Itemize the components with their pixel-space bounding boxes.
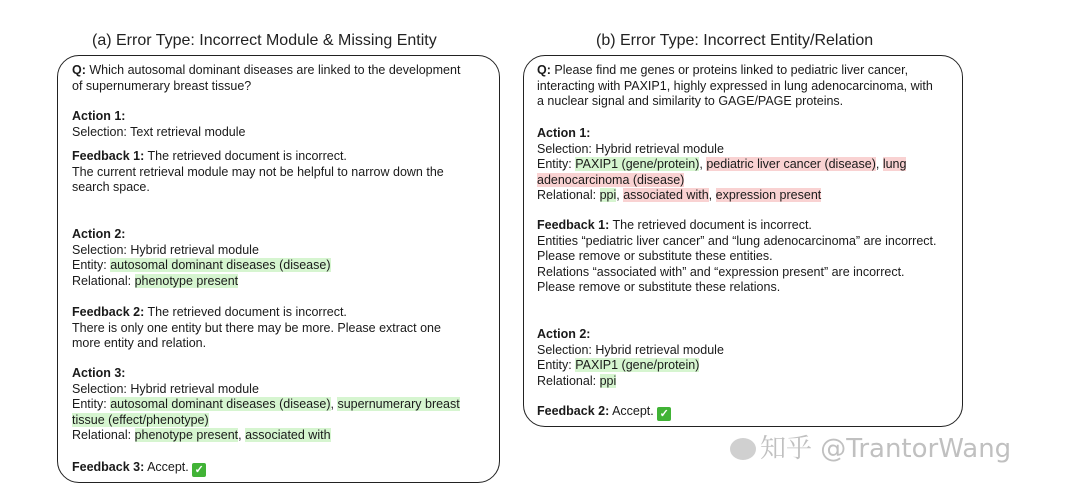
question-a xyxy=(72,63,489,94)
action-label: Action 3: xyxy=(72,366,126,380)
feedback-2 xyxy=(72,305,489,352)
feedback-text: There is only one entity but there may be more. Please extract one xyxy=(72,320,441,335)
check-icon: ✓ xyxy=(657,407,671,421)
watermark xyxy=(730,428,1011,465)
feedback-label: Feedback 1: xyxy=(72,149,145,163)
feedback-label: Feedback 2: xyxy=(72,305,145,319)
panel-a xyxy=(57,55,500,483)
question-text: Please find me genes or proteins linked to pediatric liver cancer, xyxy=(554,63,909,77)
entity-prefix: Entity: xyxy=(72,397,107,412)
zhihu-logo-icon xyxy=(730,438,756,460)
action-2 xyxy=(537,327,954,389)
feedback-text: Accept. xyxy=(612,404,654,418)
action-label: Action 1: xyxy=(72,109,126,123)
feedback-label: Feedback 3: xyxy=(72,460,145,474)
entity-prefix: Entity: xyxy=(72,258,107,273)
feedback-text: Accept. xyxy=(147,460,189,474)
selection-text: Selection: Text retrieval module xyxy=(72,124,246,139)
relation-highlight: phenotype present xyxy=(134,428,239,443)
relation-highlight-correct: ppi xyxy=(599,188,617,203)
selection-text: Selection: Hybrid retrieval module xyxy=(72,242,259,257)
panel-b-title: (b) Error Type: Incorrect Entity/Relation xyxy=(596,32,874,49)
action-1: Action 1: Selection: Hybrid retrieval module Entity: PAXIP1 (gene/protein), pediatric liver cancer (disease), lung adenocarcinoma (disease) Relational: ppi, associated with, expression present xyxy=(537,126,954,204)
panel-a-title: (a) Error Type: Incorrect Module & Missing Entity xyxy=(92,32,437,49)
feedback-text: The retrieved document is incorrect. xyxy=(612,218,812,232)
question-text: of supernumerary breast tissue? xyxy=(72,78,252,93)
feedback-1 xyxy=(537,218,954,296)
feedback-text: Entities “pediatric liver cancer” and “lung adenocarcinoma” are incorrect. xyxy=(537,233,937,248)
entity-prefix: Entity: xyxy=(537,358,572,373)
relational-prefix: Relational: xyxy=(72,428,132,443)
entity-highlight-correct: PAXIP1 (gene/protein) xyxy=(575,157,700,172)
entity-highlight: autosomal dominant diseases (disease) xyxy=(110,258,331,273)
q-label: Q: xyxy=(537,63,551,77)
relation-highlight: phenotype present xyxy=(134,273,239,288)
question-text: interacting with PAXIP1, highly expressed in lung adenocarcinoma, with xyxy=(537,78,933,93)
feedback-text: Please remove or substitute these entities. xyxy=(537,249,773,264)
relational-prefix: Relational: xyxy=(537,188,597,203)
relation-highlight-incorrect: associated with xyxy=(623,188,709,203)
check-icon: ✓ xyxy=(192,463,206,477)
selection-text: Selection: Hybrid retrieval module xyxy=(72,381,259,396)
relational-prefix: Relational: xyxy=(537,373,597,388)
watermark-text: 知乎 @TrantorWang xyxy=(760,434,1012,464)
feedback-text: more entity and relation. xyxy=(72,336,207,351)
q-label: Q: xyxy=(72,63,86,77)
entity-prefix: Entity: xyxy=(537,157,572,172)
selection-text: Selection: Hybrid retrieval module xyxy=(537,342,724,357)
entity-highlight-incorrect: lung xyxy=(882,157,907,172)
relational-prefix: Relational: xyxy=(72,273,132,288)
feedback-text: search space. xyxy=(72,180,150,195)
feedback-label: Feedback 1: xyxy=(537,218,610,232)
selection-text: Selection: Hybrid retrieval module xyxy=(537,141,724,156)
relation-highlight-incorrect: expression present xyxy=(715,188,822,203)
feedback-text: The current retrieval module may not be helpful to narrow down the xyxy=(72,164,444,179)
action-1 xyxy=(72,109,489,140)
action-2 xyxy=(72,227,489,289)
relation-highlight: associated with xyxy=(245,428,331,443)
entity-highlight: tissue (effect/phenotype) xyxy=(72,412,209,427)
feedback-2 xyxy=(537,404,954,421)
question-text: Which autosomal dominant diseases are linked to the development xyxy=(89,63,461,77)
relation-highlight-correct: ppi xyxy=(599,373,617,388)
entity-highlight-correct: PAXIP1 (gene/protein) xyxy=(575,358,700,373)
entity-highlight: supernumerary breast xyxy=(337,397,460,412)
feedback-label: Feedback 2: xyxy=(537,404,610,418)
action-label: Action 1: xyxy=(537,126,591,140)
question-b xyxy=(537,63,954,110)
entity-highlight-incorrect: adenocarcinoma (disease) xyxy=(537,172,685,187)
action-label: Action 2: xyxy=(537,327,591,341)
feedback-3 xyxy=(72,460,489,477)
feedback-text: The retrieved document is incorrect. xyxy=(147,149,347,163)
feedback-text: The retrieved document is incorrect. xyxy=(147,305,347,319)
panel-b xyxy=(523,55,963,427)
question-text: a nuclear signal and similarity to GAGE/PAGE proteins. xyxy=(537,94,844,109)
feedback-1 xyxy=(72,149,489,196)
entity-highlight: autosomal dominant diseases (disease) xyxy=(110,397,331,412)
entity-highlight-incorrect: pediatric liver cancer (disease) xyxy=(706,157,876,172)
feedback-text: Relations “associated with” and “expression present” are incorrect. xyxy=(537,264,905,279)
action-3: Action 3: Selection: Hybrid retrieval module Entity: autosomal dominant diseases (disease), supernumerary breast tissue (effect/phenotype) Relational: phenotype present, associated with xyxy=(72,366,489,444)
action-label: Action 2: xyxy=(72,227,126,241)
feedback-text: Please remove or substitute these relations. xyxy=(537,280,781,295)
